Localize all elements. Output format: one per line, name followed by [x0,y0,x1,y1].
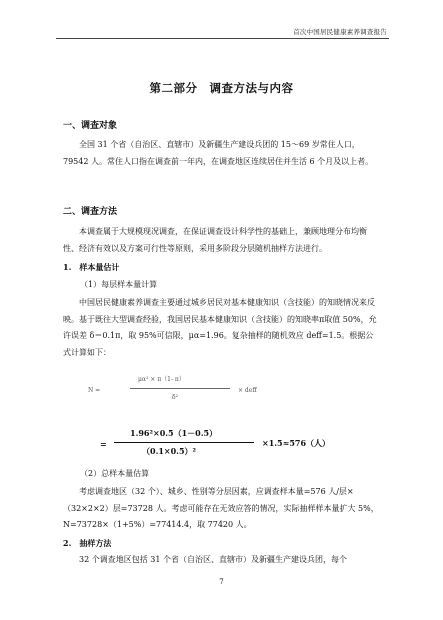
formula-computed-numerator: 1.96²×0.5（1－0.5） [130,428,218,438]
formula-general-multiplier: × deff [238,387,257,394]
page-number: 7 [219,578,224,586]
formula-computed-result: ×1.5≈576（人） [262,438,331,448]
formula-general-fraction-bar [130,388,230,389]
formula-general-denominator: δ² [172,394,179,401]
formula-general [88,368,328,418]
per-layer-paragraph: 中国居民健康素养调查主要通过城乡居民对基本健康知识（含技能）的知晓情况来反映。基于既往大型调查经验，我国居民基本健康知识（含技能）的知晓率π取值 50%，允许误差 δ＝0.1π，取 95%可信限，μα=1.96。复杂抽样的随机效应 deff=1.5。根据公式计算如下： [63,298,377,357]
formula-computed-denominator: （0.1×0.5）² [142,446,197,456]
subsection-total-sample: （2）总样本量估算 [80,469,150,478]
sampling-method-paragraph: 32 个调查地区包括 31 个省（自治区、直辖市）及新疆生产建设兵团，每个 [79,555,347,564]
running-header: 首次中国居民健康素养调查报告 [293,28,387,36]
subjects-paragraph: 全国 31 个省（自治区、直辖市）及新疆生产建设兵团的 15～69 岁常住人口，79542 人。常住人口指在调查前一年内，在调查地区连续居住并生活 6 个月及以上者。 [63,140,374,166]
subsection-per-layer: （1）每层样本量计算 [80,280,158,289]
formula-general-numerator: μα² × π（1- π） [138,376,185,383]
header-rule [56,38,389,39]
part-title: 第二部分 调查方法与内容 [149,81,294,95]
subsection-sampling-method: 2. 抽样方法 [63,538,112,548]
section-title-subjects: 一、调查对象 [63,121,118,131]
formula-computed-lhs: = [100,439,107,449]
formula-computed [100,425,360,461]
formula-general-lhs: N = [88,387,101,394]
section-title-methods: 二、调查方法 [63,207,118,217]
formula-computed-fraction-bar [114,442,254,443]
subsection-sample-size: 1. 样本量估计 [63,262,120,272]
methods-paragraph: 本调查属于大规模现况调查，在保证调查设计科学性的基础上，兼顾地理分布均衡性、经济有效以及方案可行性等原则，采用多阶段分层随机抽样方法进行。 [63,227,367,253]
total-sample-paragraph: 考虑调查地区（32 个）、城乡、性别等分层因素，应调查样本量=576 人/层×（32×2×2）层=73728 人。考虑可能存在无效应答的情况，实际抽样样本量扩大 5%，N=73728×（1+5%）=77414.4，取 77420 人。 [63,487,379,529]
